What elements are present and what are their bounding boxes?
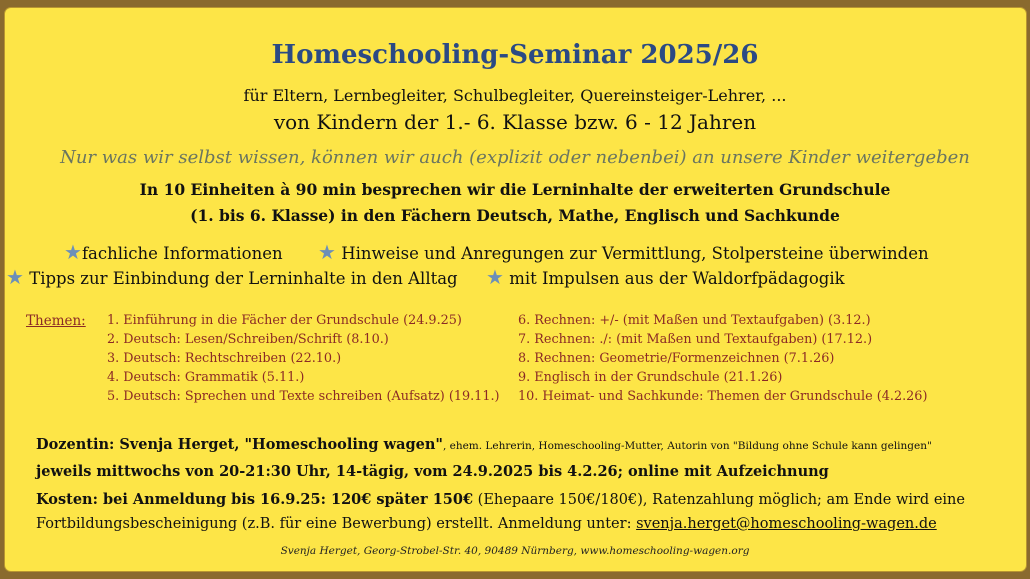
topic-item: 5. Deutsch: Sprechen und Texte schreiben (Aufsatz) (19.11.) <box>107 389 500 404</box>
topic-item: 6. Rechnen: +/- (mit Maßen und Textaufgaben) (3.12.) <box>518 313 871 328</box>
topic-item: 10. Heimat- und Sachkunde: Themen der Grundschule (4.2.26) <box>518 389 928 404</box>
anmeldung-line: Fortbildungsbescheinigung (z.B. für eine Bewerbung) erstellt. Anmeldung unter: svenja.herget@homeschooling-wagen.de <box>36 516 937 532</box>
footer-address: Svenja Herget, Georg-Strobel-Str. 40, 90489 Nürnberg, www.homeschooling-wagen.org <box>280 545 750 557</box>
page-title: Homeschooling-Seminar 2025/26 <box>271 40 759 70</box>
intro-line-2: (1. bis 6. Klasse) in den Fächern Deutsch, Mathe, Englisch und Sachkunde <box>190 206 840 225</box>
topic-item: 3. Deutsch: Rechtschreiben (22.10.) <box>107 351 342 366</box>
topic-item: 7. Rechnen: ./: (mit Maßen und Textaufgaben) (17.12.) <box>518 332 873 347</box>
email-link[interactable]: svenja.herget@homeschooling-wagen.de <box>636 516 937 532</box>
children-line: von Kindern der 1.- 6. Klasse bzw. 6 - 12 Jahren <box>273 110 757 134</box>
star-icon: ★ <box>318 240 336 264</box>
schedule-line: jeweils mittwochs von 20-21:30 Uhr, 14-tägig, vom 24.9.2025 bis 4.2.26; online mit Aufzeichnung <box>36 463 829 480</box>
topic-item: 9. Englisch in der Grundschule (21.1.26) <box>518 370 783 385</box>
feature-item: ★ mit Impulsen aus der Waldorfpädagogik <box>486 265 845 289</box>
quote-line: Nur was wir selbst wissen, können wir auch (explizit oder nebenbei) an unsere Kinder weitergeben <box>60 147 970 168</box>
star-icon: ★ <box>64 240 82 264</box>
audience-line: für Eltern, Lernbegleiter, Schulbegleiter, Quereinsteiger-Lehrer, ... <box>243 86 787 105</box>
kosten-line: Kosten: bei Anmeldung bis 16.9.25: 120€ später 150€ (Ehepaare 150€/180€), Ratenzahlung möglich; am Ende wird eine <box>36 491 965 508</box>
topic-item: 1. Einführung in die Fächer der Grundschule (24.9.25) <box>107 313 462 328</box>
dozentin-line: Dozentin: Svenja Herget, "Homeschooling wagen", ehem. Lehrerin, Homeschooling-Mutter, Autorin von "Bildung ohne Schule kann gelingen" <box>36 436 932 453</box>
feature-item: ★fachliche Informationen <box>64 240 283 264</box>
star-icon: ★ <box>6 265 24 289</box>
feature-item: ★ Tipps zur Einbindung der Lerninhalte in den Alltag <box>6 265 458 289</box>
star-icon: ★ <box>486 265 504 289</box>
themen-label: Themen: <box>26 313 86 329</box>
topic-item: 8. Rechnen: Geometrie/Formenzeichnen (7.1.26) <box>518 351 835 366</box>
intro-line-1: In 10 Einheiten à 90 min besprechen wir die Lerninhalte der erweiterten Grundschule <box>139 180 891 199</box>
topic-item: 4. Deutsch: Grammatik (5.11.) <box>107 370 305 385</box>
feature-item: ★ Hinweise und Anregungen zur Vermittlung, Stolpersteine überwinden <box>318 240 929 264</box>
topic-item: 2. Deutsch: Lesen/Schreiben/Schrift (8.10.) <box>107 332 389 347</box>
